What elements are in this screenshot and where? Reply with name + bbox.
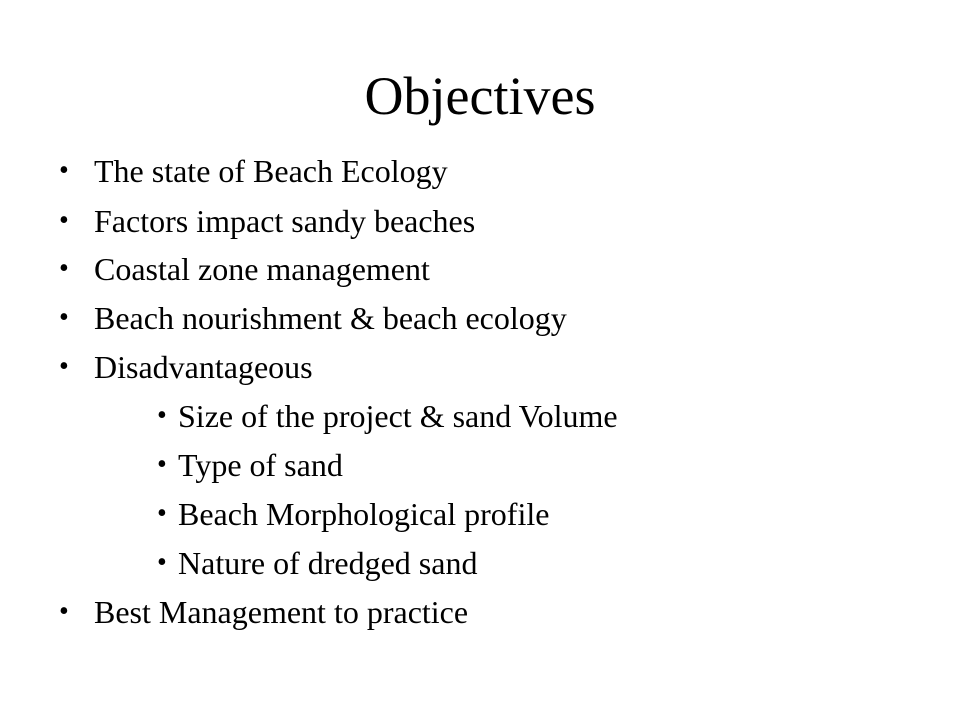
bullet-icon: • [59,253,69,284]
bullet-text: Nature of dredged sand [178,545,478,581]
bullet-icon: • [157,498,167,529]
bullet-icon: • [157,547,167,578]
bullet-text: Best Management to practice [94,594,469,630]
bullet-text: Factors impact sandy beaches [94,203,476,239]
bullet-icon: • [59,351,69,382]
slide-title: Objectives [364,66,596,126]
bullet-text: Disadvantageous [94,349,313,385]
bullet-icon: • [59,596,69,627]
bullet-icon: • [59,302,69,333]
bullet-text: Coastal zone management [94,251,430,287]
bullet-icon: • [59,155,69,186]
bullet-text: Beach Morphological profile [178,496,550,532]
bullet-icon: • [157,400,167,431]
bullet-text: Size of the project & sand Volume [178,398,618,434]
bullet-text: Beach nourishment & beach ecology [94,300,567,336]
bullet-text: The state of Beach Ecology [94,153,448,189]
bullet-text: Type of sand [178,447,343,483]
bullet-icon: • [157,449,167,480]
bullet-icon: • [59,205,69,236]
